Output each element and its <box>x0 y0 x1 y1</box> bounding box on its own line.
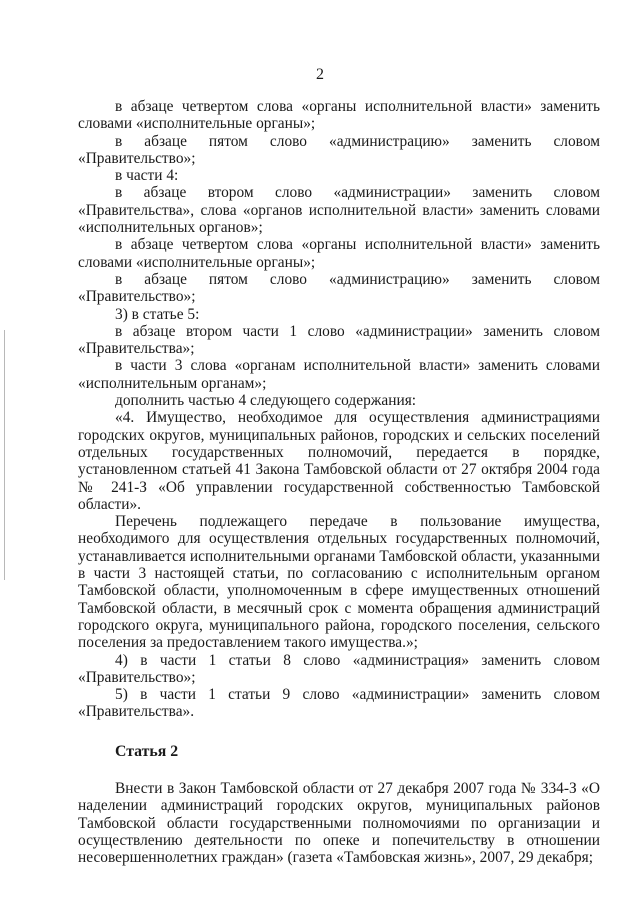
paragraph: дополнить частью 4 следующего содержания: <box>115 392 417 410</box>
paragraph: Перечень подлежащего передаче в пользование имущества, необходимого для осуществления отдельных государственных полномочий, устанавливается исполнительными органами Тамбовской области, указанными в части 3 настоящей статьи, по согласованию с исполнительным органом Тамбовской области, уполномоченным в сфере имущественных отношений Тамбовской области, в месячный срок с момента обращения администраций городского округа, муниципального района, городского поселения, сельского поселения за предоставлением такого имущества.»; <box>78 513 600 652</box>
paragraph: «4. Имущество, необходимое для осуществления администрациями городских округов, муниципальных районов, городских и сельских поселений отдельных государственных полномочий, передается в порядке, установленном статьей 41 Закона Тамбовской области от 27 октября 2004 года № 241-З «Об управлении государственной собственностью Тамбовской области». <box>78 409 600 513</box>
paragraph: в абзаце четвертом слова «органы исполнительной власти» заменить словами «исполнительные органы»; <box>78 98 600 133</box>
paragraph: в части 4: <box>115 167 179 185</box>
paragraph: 3) в статье 5: <box>115 305 200 323</box>
paragraph: в абзаце втором слово «администрации» заменить словом «Правительства», слова «органов исполнительной власти» заменить словами «исполнительных органов»; <box>78 184 600 237</box>
paragraph: Внести в Закон Тамбовской области от 27 декабря 2007 года № 334-З «О наделении администраций городских округов, муниципальных районов Тамбовской области государственными полномочиями по организации и осуществлению деятельности по опеке и попечительству в отношении несовершеннолетних граждан» (газета «Тамбовская жизнь», 2007, 29 декабря; <box>78 779 600 867</box>
article-heading: Статья 2 <box>115 742 179 760</box>
paragraph: 5) в части 1 статьи 9 слово «администрации» заменить словом «Правительства». <box>78 686 600 721</box>
paragraph: 4) в части 1 статьи 8 слово «администрация» заменить словом «Правительство»; <box>78 651 600 686</box>
scan-edge-mark <box>4 330 5 580</box>
paragraph: в абзаце пятом слово «администрацию» заменить словом «Правительство»; <box>78 132 600 167</box>
paragraph: в абзаце четвертом слова «органы исполнительной власти» заменить словами «исполнительные органы»; <box>78 236 600 271</box>
paragraph: в абзаце пятом слово «администрацию» заменить словом «Правительство»; <box>78 270 600 306</box>
page-number: 2 <box>316 66 324 83</box>
document-body <box>78 98 600 866</box>
paragraph: в части 3 слова «органам исполнительной власти» заменить словами «исполнительным органам»; <box>78 357 600 392</box>
paragraph: в абзаце втором части 1 слово «администрации» заменить словом «Правительства»; <box>78 322 600 358</box>
